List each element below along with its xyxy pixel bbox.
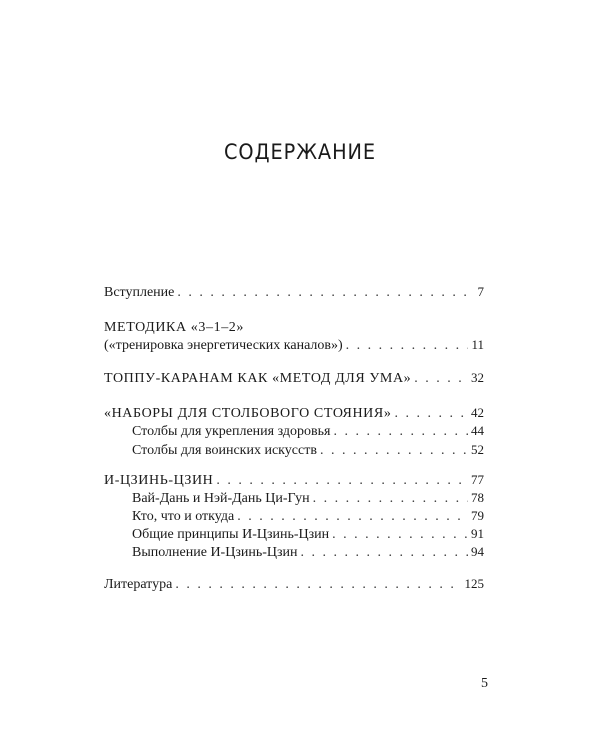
- toc-entry-execution: [132, 542, 484, 562]
- toc-entry-label: И-ЦЗИНЬ-ЦЗИН: [104, 473, 214, 488]
- toc-entry-label: ТОППУ-КАРАНАМ КАК «МЕТОД ДЛЯ УМА»: [104, 371, 412, 386]
- toc-entry-page: 7: [477, 284, 484, 299]
- toc-entry-page: 79: [471, 508, 484, 523]
- toc-entry-wai-dan-nei-dan: [132, 488, 484, 508]
- toc-entry-label: МЕТОДИКА «3–1–2»: [104, 320, 244, 335]
- toc-entry-page: 11: [471, 337, 484, 352]
- toc-entry-health-pillars: [132, 421, 484, 441]
- toc-entry-page: 94: [471, 544, 484, 559]
- toc-entry-label: Общие принципы И-Цзинь-Цзин: [132, 527, 330, 542]
- toc-entry-introduction: [104, 282, 484, 302]
- toc-entry-page: 77: [471, 472, 484, 487]
- toc-entry-page: 44: [471, 423, 484, 438]
- toc-entry-label: «НАБОРЫ ДЛЯ СТОЛБОВОГО СТОЯНИЯ»: [104, 406, 392, 421]
- toc-entry-label: Литература: [104, 577, 173, 592]
- toc-entry-pillar-standing: [104, 403, 484, 423]
- toc-entry-who-what-where: [132, 506, 484, 526]
- toc-entry-toppu-karanam: [104, 368, 484, 388]
- page-number: 5: [481, 676, 488, 691]
- toc-entry-method-312-subtitle: [104, 335, 484, 355]
- toc-entry-label: Столбы для укрепления здоровья: [132, 424, 331, 439]
- toc-entry-general-principles: [132, 524, 484, 544]
- leader-dots: [346, 336, 469, 356]
- toc-entry-yi-jin-jing: [104, 470, 484, 490]
- leader-dots: [175, 575, 461, 595]
- toc-entry-page: 125: [464, 576, 484, 591]
- leader-dots: [414, 369, 468, 389]
- toc-entry-label: Вай-Дань и Нэй-Дань Ци-Гун: [132, 491, 310, 506]
- leader-dots: [333, 422, 468, 442]
- toc-entry-page: 52: [471, 442, 484, 457]
- toc-entry-literature: [104, 574, 484, 594]
- toc-entry-page: 91: [471, 526, 484, 541]
- toc-entry-martial-pillars: [132, 440, 484, 460]
- leader-dots: [320, 441, 468, 461]
- leader-dots: [177, 283, 474, 303]
- leader-dots: [301, 543, 468, 563]
- toc-entry-page: 32: [471, 370, 484, 385]
- toc-entry-label: Кто, что и откуда: [132, 509, 235, 524]
- page-title: СОДЕРЖАНИЕ: [223, 140, 377, 164]
- toc-entry-label: Столбы для воинских искусств: [132, 443, 317, 458]
- toc-entry-label: Вступление: [104, 285, 175, 300]
- toc-entry-label: («тренировка энергетических каналов»): [104, 338, 343, 353]
- toc-entry-page: 78: [471, 490, 484, 505]
- toc-entry-page: 42: [471, 405, 484, 420]
- toc-entry-label: Выполнение И-Цзинь-Цзин: [132, 545, 298, 560]
